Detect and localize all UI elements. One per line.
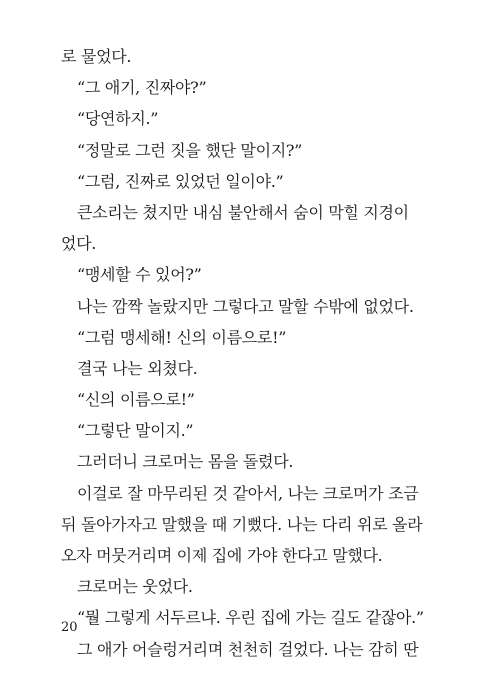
text-line: 이걸로 잘 마무리된 것 같아서, 나는 크로머가 조금 (77, 483, 419, 503)
text-line: “뭘 그렇게 서두르냐. 우린 집에 가는 길도 같잖아.” (77, 608, 424, 628)
text-line: 로 물었다. (61, 47, 132, 66)
page-number: 20 (61, 620, 78, 635)
text-line: “그 애기, 진짜야?” (77, 78, 207, 98)
text-line: 었다. (61, 234, 97, 254)
text-line: “그럼, 진짜로 있었던 일이야.” (77, 171, 284, 191)
text-line: “그럼 맹세해! 신의 이름으로!” (77, 327, 287, 347)
text-line: “당연하지.” (77, 109, 159, 129)
text-line: 그 애가 어슬렁거리며 천천히 걸었다. 나는 감히 딴 (77, 639, 419, 659)
text-line: 나는 깜짝 놀랐지만 그렇다고 말할 수밖에 없었다. (77, 296, 414, 316)
body-text (61, 41, 441, 665)
text-line: 오자 머뭇거리며 이제 집에 가야 한다고 말했다. (61, 546, 383, 565)
text-line: 결국 나는 외쳤다. (77, 358, 198, 378)
text-line: 크로머는 웃었다. (77, 577, 193, 597)
text-line: “그렇단 말이지.” (77, 421, 194, 441)
text-line: “신의 이름으로!” (77, 390, 195, 410)
text-line: 뒤 돌아가자고 말했을 때 기뻤다. 나는 다리 위로 올라 (61, 514, 423, 534)
text-line: “맹세할 수 있어?” (77, 265, 202, 285)
text-line: 큰소리는 쳤지만 내심 불안해서 숨이 막힐 지경이 (77, 202, 409, 222)
text-line: “정말로 그런 짓을 했단 말이지?” (77, 140, 303, 160)
text-line: 그러더니 크로머는 몸을 돌렸다. (77, 452, 294, 472)
